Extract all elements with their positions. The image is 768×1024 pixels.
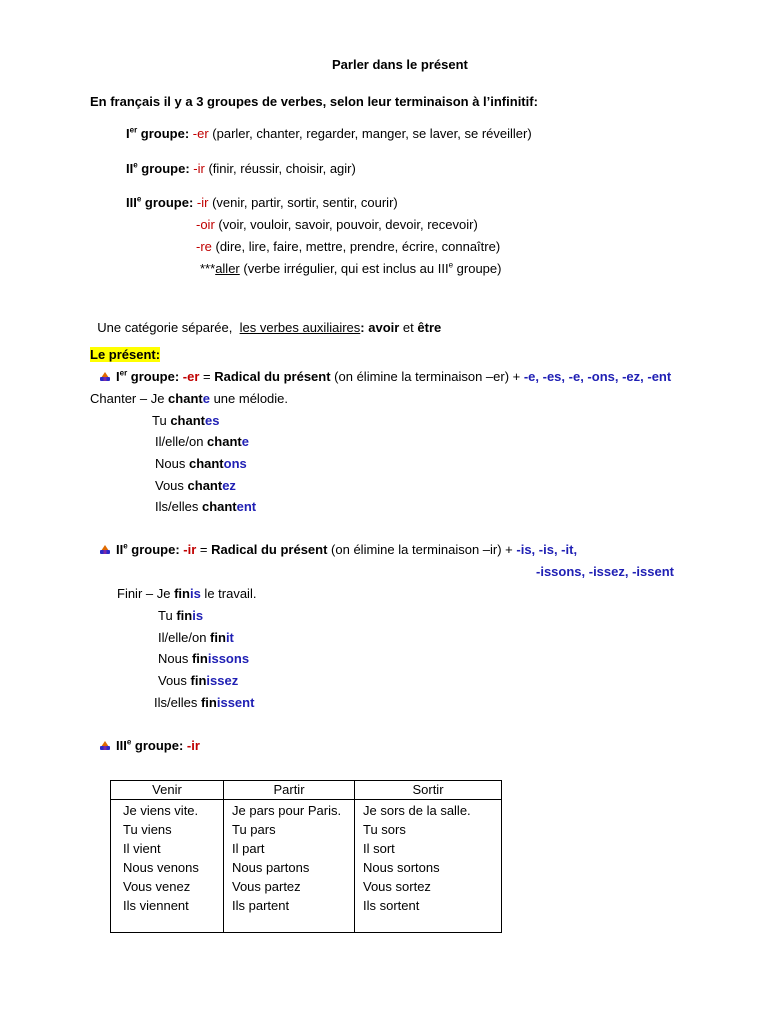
aux-etre: être: [417, 320, 442, 335]
sec1-eq: =: [199, 369, 215, 384]
sec2-conj-4: [154, 695, 254, 711]
sec1-example: [90, 391, 288, 407]
group-3-re-ending: -re: [196, 239, 212, 254]
bullet-icon: [100, 544, 110, 555]
group-3-oir-line: [196, 217, 478, 233]
group-1-num: I: [126, 126, 130, 141]
group-1-examples: (parler, chanter, regarder, manger, se laver, se réveiller): [208, 126, 532, 141]
conj-end: is: [192, 608, 204, 623]
table-header-venir: Venir: [111, 781, 224, 800]
conj-end: issons: [207, 651, 250, 666]
aller-note-before: (verbe irrégulier, qui est inclus au III: [239, 261, 449, 276]
table-line: Vous sortez: [363, 879, 431, 894]
conjugation-table: [110, 780, 502, 933]
table-line: Ils partent: [232, 898, 290, 913]
conj-pron: Vous: [158, 673, 191, 688]
table-header-partir: Partir: [224, 781, 355, 800]
auxiliaries-line: [90, 304, 441, 336]
group-3-sup: e: [136, 194, 142, 204]
conj-stem: fin: [176, 608, 193, 623]
sec2-num: II: [116, 542, 124, 557]
table-line: Tu sors: [363, 822, 406, 837]
aller-note-sup: e: [448, 260, 454, 270]
group-3-re-line: [196, 239, 500, 255]
sec2-example-rest: le travail.: [200, 586, 257, 601]
table-line: Nous partons: [232, 860, 310, 875]
conj-stem: fin: [200, 695, 217, 710]
aller-verb: aller: [215, 261, 240, 276]
sec1-label: groupe:: [127, 369, 183, 384]
table-line: Tu pars: [232, 822, 276, 837]
conj-stem: chant: [201, 499, 237, 514]
group-2-line: [126, 161, 356, 177]
sec1-endings: -e, -es, -e, -ons, -ez, -ent: [523, 369, 672, 384]
conj-stem: chant: [207, 434, 242, 449]
sec2-eq: =: [196, 542, 212, 557]
conj-pron: Il/elle/on: [158, 630, 211, 645]
conj-stem: chant: [187, 478, 223, 493]
sec2-endings-1: -is, -is, -it,: [516, 542, 578, 557]
table-line: Tu viens: [123, 822, 172, 837]
conj-end: issent: [216, 695, 255, 710]
sec2-paren: (on élimine la terminaison –ir) +: [327, 542, 517, 557]
intro-text: En français il y a 3 groupes de verbes, selon leur terminaison à l’infinitif:: [90, 94, 538, 109]
conj-pron: Tu: [152, 413, 171, 428]
sec1-num: I: [116, 369, 120, 384]
group-1-ending: -er: [192, 126, 209, 141]
aller-stars: ***: [200, 261, 216, 276]
sec2-example: [117, 586, 256, 602]
bullet-icon: [100, 740, 110, 751]
sec1-conj-1: [155, 434, 249, 450]
sec1-rule: [100, 369, 671, 385]
group-2-examples: (finir, réussir, choisir, agir): [204, 161, 356, 176]
sec2-radical: Radical du présent: [211, 542, 328, 557]
sec2-example-end: is: [189, 586, 201, 601]
conj-pron: Ils/elles: [154, 695, 201, 710]
table-row: [111, 800, 502, 933]
aux-et: et: [399, 320, 418, 335]
group-1-sup: er: [129, 125, 138, 135]
table-line: Nous venons: [123, 860, 199, 875]
present-heading-text: Le présent:: [90, 347, 161, 362]
sec2-rule: [100, 542, 577, 558]
page-title: Parler dans le présent: [332, 57, 468, 72]
sec2-example-stem: fin: [174, 586, 190, 601]
sec3-num: III: [116, 738, 127, 753]
table-line: Nous sortons: [363, 860, 440, 875]
sec2-label: groupe:: [127, 542, 184, 557]
table-line: Vous venez: [123, 879, 191, 894]
conj-end: e: [241, 434, 249, 449]
conj-end: ez: [222, 478, 236, 493]
group-3-line: [126, 195, 398, 211]
group-3-re-examples: (dire, lire, faire, mettre, prendre, écrire, connaître): [211, 239, 501, 254]
sec1-example-prefix: Chanter – Je: [90, 391, 169, 406]
conj-stem: fin: [190, 673, 207, 688]
bullet-icon: [100, 371, 110, 382]
table-line: Il sort: [363, 841, 395, 856]
table-line: Je viens vite.: [123, 803, 199, 818]
table-header-row: [111, 781, 502, 800]
sec2-example-prefix: Finir – Je: [117, 586, 175, 601]
sec2-sup: e: [123, 541, 128, 551]
conj-pron: Ils/elles: [155, 499, 202, 514]
table-line: Je sors de la salle.: [363, 803, 471, 818]
sec2-conj-1: [158, 630, 234, 646]
group-2-num: II: [126, 161, 134, 176]
table-cell-sortir: [355, 800, 502, 933]
sec1-paren: (on élimine la terminaison –er) +: [330, 369, 524, 384]
conj-pron: Vous: [155, 478, 188, 493]
group-2-ending: -ir: [193, 161, 205, 176]
conj-pron: Nous: [158, 651, 192, 666]
table-cell-partir: [224, 800, 355, 933]
table-header-sortir: Sortir: [355, 781, 502, 800]
sec1-radical: Radical du présent: [214, 369, 331, 384]
conj-pron: Nous: [155, 456, 189, 471]
table-line: Il vient: [123, 841, 161, 856]
sec2-endings-2: -issons, -issez, -issent: [536, 564, 674, 579]
group-3-oir-examples: (voir, vouloir, savoir, pouvoir, devoir, recevoir): [214, 217, 478, 232]
conj-pron: Tu: [158, 608, 177, 623]
table-line: Il part: [232, 841, 265, 856]
sec1-ending: -er: [182, 369, 200, 384]
sec2-conj-2: [158, 651, 249, 667]
table-line: Ils sortent: [363, 898, 420, 913]
table-line: Vous partez: [232, 879, 301, 894]
conj-pron: Il/elle/on: [155, 434, 208, 449]
table-line: Je pars pour Paris.: [232, 803, 342, 818]
group-3-label: groupe:: [141, 195, 197, 210]
sec3-label: groupe:: [131, 738, 187, 753]
group-1-line: [126, 126, 532, 142]
group-3-ending: -ir: [196, 195, 209, 210]
conj-stem: fin: [191, 651, 208, 666]
group-3-oir-ending: -oir: [196, 217, 215, 232]
sec1-example-end: e: [202, 391, 210, 406]
sec2-conj-0: [158, 608, 203, 624]
group-2-sup: e: [133, 160, 138, 170]
sec3-sup: e: [126, 737, 132, 747]
sec1-example-rest: une mélodie.: [209, 391, 289, 406]
group-3-aller-line: [200, 261, 501, 277]
group-2-label: groupe:: [137, 161, 194, 176]
conj-end: it: [225, 630, 234, 645]
group-3-examples: (venir, partir, sortir, sentir, courir): [208, 195, 398, 210]
aller-note-after: groupe): [453, 261, 502, 276]
group-1-label: groupe:: [137, 126, 193, 141]
sec1-conj-2: [155, 456, 247, 472]
sec2-ending: -ir: [183, 542, 197, 557]
aux-link: les verbes auxiliaires: [239, 320, 361, 335]
present-heading: [90, 347, 160, 363]
table-cell-venir: [111, 800, 224, 933]
sec3-rule: [100, 738, 200, 754]
conj-stem: chant: [188, 456, 224, 471]
sec1-sup: er: [119, 368, 128, 378]
conj-stem: chant: [170, 413, 205, 428]
conj-end: ent: [236, 499, 257, 514]
aux-colon: :: [360, 320, 369, 335]
conj-end: ons: [223, 456, 247, 471]
conj-end: es: [204, 413, 220, 428]
aux-prefix: Une catégorie séparée,: [97, 320, 240, 335]
conj-stem: fin: [210, 630, 226, 645]
sec3-ending: -ir: [186, 738, 200, 753]
sec1-conj-0: [152, 413, 219, 429]
group-3-num: III: [126, 195, 137, 210]
sec1-conj-4: [155, 499, 256, 515]
sec1-example-stem: chant: [168, 391, 203, 406]
aux-avoir: avoir: [368, 320, 400, 335]
sec1-conj-3: [155, 478, 236, 494]
sec2-conj-3: [158, 673, 238, 689]
conj-end: issez: [206, 673, 239, 688]
table-line: Ils viennent: [123, 898, 189, 913]
